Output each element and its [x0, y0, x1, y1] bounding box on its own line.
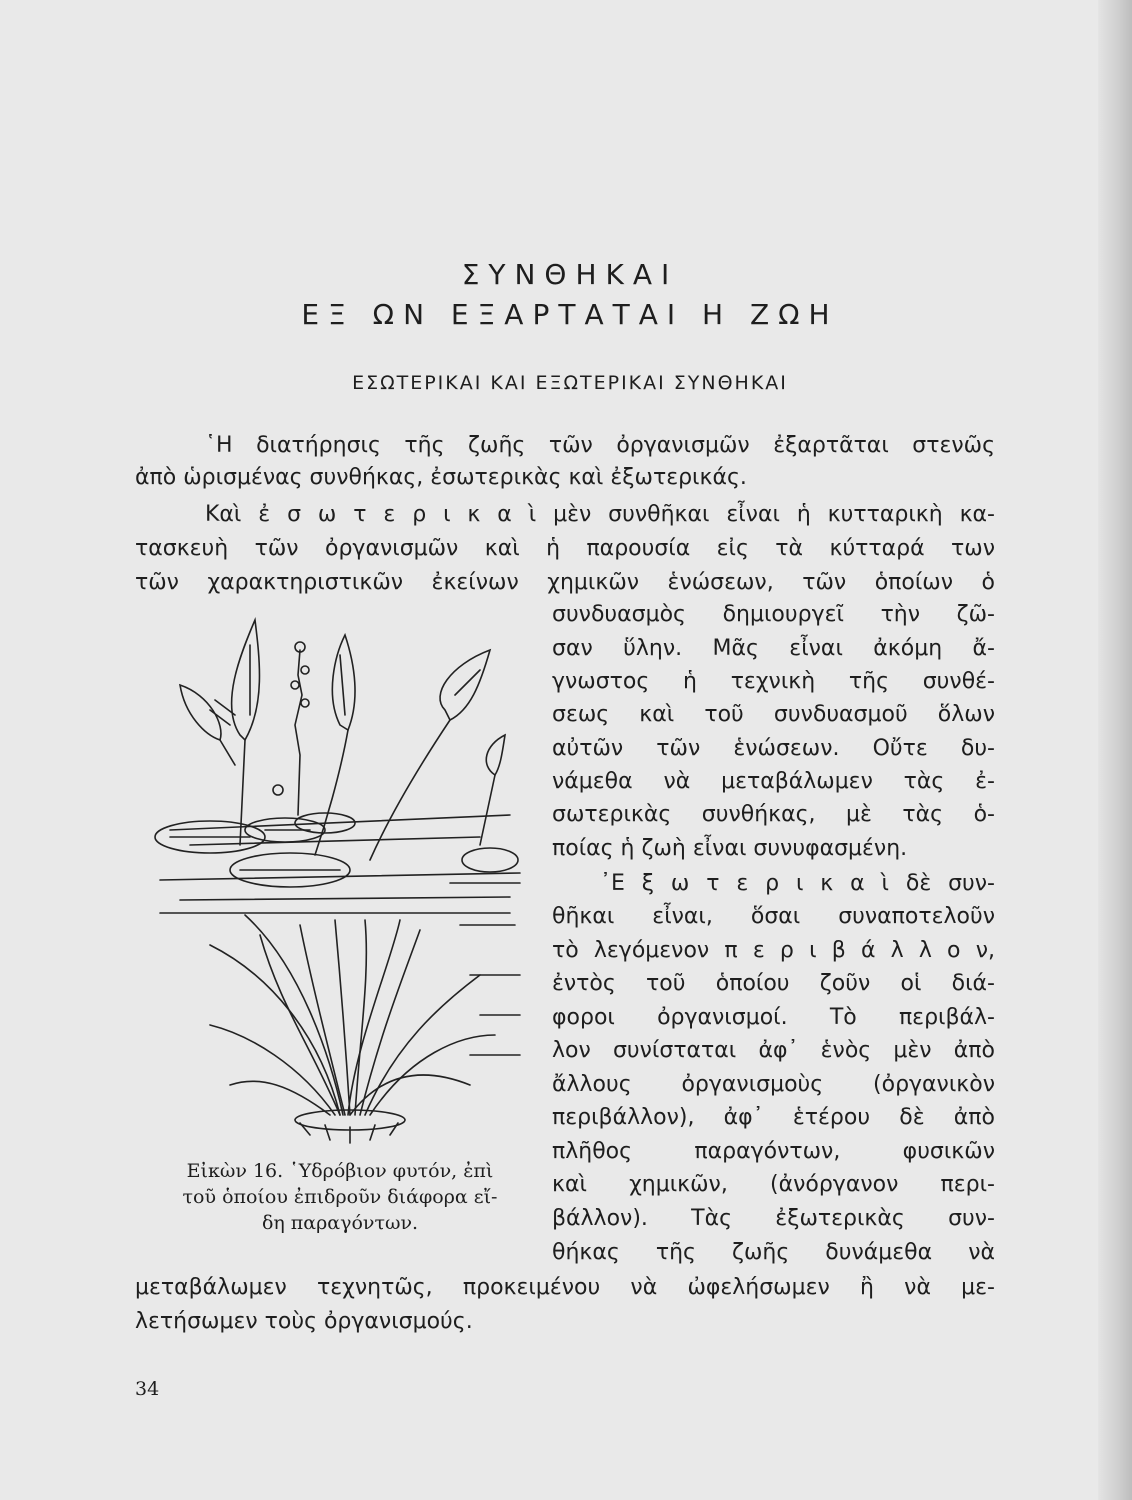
- body-line: λετήσωμεν τοὺς ὀργανισμούς.: [135, 1309, 473, 1334]
- book-spine-shadow: [1098, 0, 1132, 1500]
- body-line: τασκευὴ τῶν ὀργανισμῶν καὶ ἡ παρουσία εἰς τὰ κύτταρά των: [135, 536, 995, 561]
- body-line: Καὶ ἐ σ ω τ ε ρ ι κ α ὶ μὲν συνθῆκαι εἶναι ἡ κυτταρικὴ κα-: [205, 502, 995, 527]
- body-line: ᾿Ε ξ ω τ ε ρ ι κ α ὶ δὲ συν-: [600, 871, 995, 896]
- body-line: θῆκαι εἶναι, ὅσαι συναποτελοῦν: [552, 904, 995, 929]
- body-line: συνδυασμὸς δημιουργεῖ τὴν ζῶ-: [552, 602, 995, 627]
- body-line: γνωστος ἡ τεχνικὴ τῆς συνθέ-: [552, 669, 995, 694]
- caption-line-1: Εἰκὼν 16. ῾Υδρόβιον φυτόν, ἐπὶ: [186, 1160, 494, 1182]
- body-line: ἐντὸς τοῦ ὁποίου ζοῦν οἱ διά-: [552, 971, 995, 996]
- body-line: πλῆθος παραγόντων, φυσικῶν: [552, 1139, 995, 1164]
- body-line: ποίας ἡ ζωὴ εἶναι συνυφασμένη.: [552, 836, 908, 861]
- section-subtitle: ΕΣΩΤΕΡΙΚΑΙ ΚΑΙ ΕΞΩΤΕΡΙΚΑΙ ΣΥΝΘΗΚΑΙ: [352, 372, 788, 394]
- body-line: ἀπὸ ὡρισμένας συνθήκας, ἐσωτερικὰς καὶ ἐξωτερικάς.: [135, 465, 747, 490]
- caption-line-3: δη παραγόντων.: [261, 1212, 419, 1234]
- body-line: σαν ὕλην. Μᾶς εἶναι ἀκόμη ἄ-: [552, 636, 995, 661]
- body-line: μεταβάλωμεν τεχνητῶς, προκειμένου νὰ ὠφελήσωμεν ἢ νὰ με-: [135, 1275, 995, 1300]
- body-line: βάλλον). Τὰς ἐξωτερικὰς συν-: [552, 1206, 995, 1231]
- caption-line-2: τοῦ ὁποίου ἐπιδροῦν διάφορα εἴ-: [182, 1186, 498, 1208]
- body-line: ἄλλους ὀργανισμοὺς (ὀργανικὸν: [552, 1072, 995, 1097]
- page-number: 34: [135, 1378, 160, 1400]
- chapter-title-line-1: ΣΥΝΘΗΚΑΙ: [461, 258, 679, 291]
- body-line: τῶν χαρακτηριστικῶν ἐκείνων χημικῶν ἑνώσεων, τῶν ὁποίων ὁ: [135, 570, 995, 595]
- body-line: περιβάλλον), ἀφ᾿ ἑτέρου δὲ ἀπὸ: [552, 1105, 995, 1130]
- chapter-title-line-2: ΕΞ ΩΝ ΕΞΑΡΤΑΤΑΙ Η ΖΩΗ: [301, 298, 839, 331]
- aquatic-plant-illustration: [150, 615, 530, 1165]
- body-line: τὸ λεγόμενον π ε ρ ι β ά λ λ ο ν,: [552, 938, 995, 963]
- body-line: καὶ χημικῶν, (ἀνόργανον περι-: [552, 1172, 995, 1197]
- body-line: θήκας τῆς ζωῆς δυνάμεθα νὰ: [552, 1240, 995, 1265]
- body-line: ῾Η διατήρησις τῆς ζωῆς τῶν ὀργανισμῶν ἐξαρτᾶται στενῶς: [205, 433, 995, 458]
- body-line: αὐτῶν τῶν ἑνώσεων. Οὔτε δυ-: [552, 736, 995, 761]
- body-line: σωτερικὰς συνθήκας, μὲ τὰς ὁ-: [552, 802, 995, 827]
- figure-caption: [150, 1158, 530, 1236]
- body-line: νάμεθα νὰ μεταβάλωμεν τὰς ἐ-: [552, 769, 995, 794]
- body-line: λον συνίσταται ἀφ᾿ ἑνὸς μὲν ἀπὸ: [552, 1038, 995, 1063]
- body-line: σεως καὶ τοῦ συνδυασμοῦ ὅλων: [552, 702, 995, 727]
- body-line: φοροι ὀργανισμοί. Τὸ περιβάλ-: [552, 1005, 995, 1030]
